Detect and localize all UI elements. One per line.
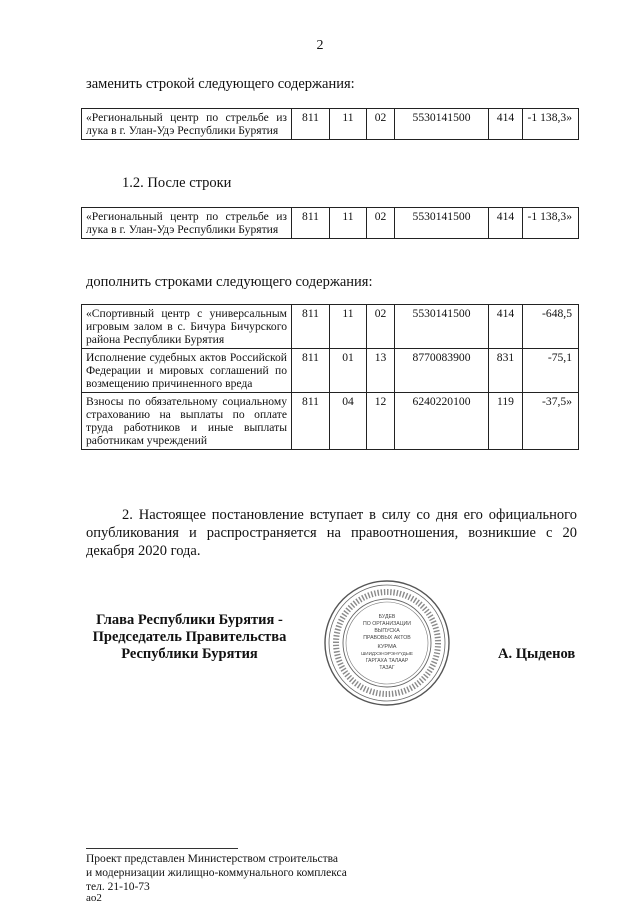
add-rows-text: дополнить строками следующего содержания: [86,274,373,290]
seal-line: КУРМА [377,644,397,650]
item-1-2-text: 1.2. После строки [122,175,232,191]
table-row [82,305,579,349]
closing-paragraph [86,506,577,560]
signature-title-line: Председатель Правительства [92,629,287,645]
row-code-subsection: 02 [367,208,395,239]
row-code-subsection: 13 [367,349,395,393]
seal-line: ШИИДХЭНЭРЭНҮҮДЫЕ [361,651,413,656]
row-code-subsection: 02 [367,305,395,349]
row-name: «Региональный центр по стрельбе из лука в г. Улан-Удэ Республики Бурятия [82,109,292,140]
row-name: Исполнение судебных актов Российской Федерации и мировых соглашений по возмещению причиненного вреда [82,349,292,393]
seal-line: ПО ОРГАНИЗАЦИИ [363,621,411,627]
table-row [82,109,579,140]
table-replacement-row [81,108,579,140]
row-code-target: 5530141500 [395,109,489,140]
seal-line: БУДЕВ [378,614,396,620]
footer-note [86,852,347,894]
row-code-expense-type: 831 [489,349,523,393]
row-amount: -1 138,3» [523,208,579,239]
row-code-target: 6240220100 [395,393,489,450]
intro-text: заменить строкой следующего содержания: [86,76,355,92]
row-amount: -648,5 [523,305,579,349]
footnote-divider [86,848,238,849]
row-code-ministry: 811 [292,393,330,450]
signature-title [82,612,297,663]
table-row [82,393,579,450]
footer-line: Проект представлен Министерством строительства [86,853,339,865]
row-code-ministry: 811 [292,109,330,140]
row-name: Взносы по обязательному социальному страхованию на выплаты по оплате труда работников и иные выплаты работникам учреждений [82,393,292,450]
table-row [82,208,579,239]
row-code-expense-type: 414 [489,109,523,140]
row-name: «Региональный центр по стрельбе из лука в г. Улан-Удэ Республики Бурятия [82,208,292,239]
table-added-rows [81,304,579,450]
row-code-section: 04 [330,393,367,450]
row-code-ministry: 811 [292,349,330,393]
row-name: «Спортивный центр с универсальным игровым залом в с. Бичура Бичурского района Республики Бурятия [82,305,292,349]
signature-title-line: Республики Бурятия [121,646,258,662]
seal-line: ГАРГАХА ТАЛААР [365,658,409,664]
row-code-expense-type: 119 [489,393,523,450]
signature-title-line: Глава Республики Бурятия - [96,612,283,628]
row-code-ministry: 811 [292,305,330,349]
row-code-subsection: 02 [367,109,395,140]
seal-line: ВЫПУСКА [374,628,400,634]
row-code-ministry: 811 [292,208,330,239]
row-amount: -75,1 [523,349,579,393]
signatory-name: А. Цыденов [498,646,576,662]
row-code-target: 8770083900 [395,349,489,393]
row-code-target: 5530141500 [395,208,489,239]
row-code-section: 01 [330,349,367,393]
row-code-expense-type: 414 [489,305,523,349]
page-number: 2 [316,38,324,53]
row-code-target: 5530141500 [395,305,489,349]
footer-line: тел. 21-10-73 [86,881,150,893]
row-code-section: 11 [330,305,367,349]
seal-line: ПРАВОВЫХ АКТОВ [363,635,411,641]
seal-line: ТАЗАГ [379,665,395,671]
row-amount: -37,5» [523,393,579,450]
official-seal-icon [322,578,452,708]
row-code-expense-type: 414 [489,208,523,239]
row-code-section: 11 [330,208,367,239]
row-code-section: 11 [330,109,367,140]
row-code-subsection: 12 [367,393,395,450]
closing-paragraph-text: 2. Настоящее постановление вступает в силу со дня его официального опубликования и распространяется на правоотношения, возникшие с 20 декабря 2020 года. [86,507,577,559]
table-after-row [81,207,579,239]
document-code: ао2 [86,892,102,904]
row-amount: -1 138,3» [523,109,579,140]
footer-line: и модернизации жилищно-коммунального комплекса [86,867,347,879]
table-row [82,349,579,393]
